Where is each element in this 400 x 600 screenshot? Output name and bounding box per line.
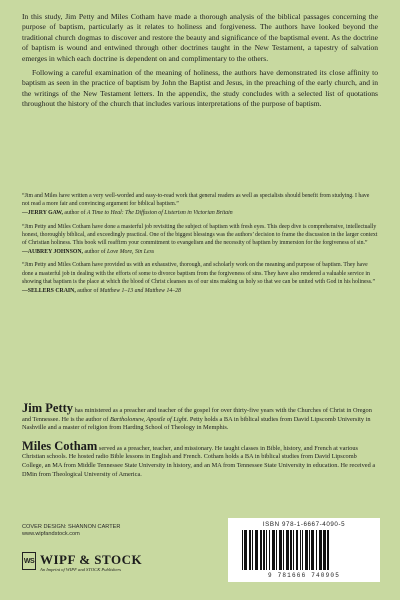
barcode-bar [272,530,275,570]
endorsement-book: Matthew 1–13 and Matthew 14–28 [99,288,181,295]
blurb-paragraph-2: Following a careful examination of the meaning of holiness, the authors have demonstrated its close affinity to baptism as seen in the practice of baptism by John the Baptist and Jesus, in the preaching of the early church, and in the writings of the New Testament letters. In the appendix, the study concludes with a selected list of quotations throughout the history of the church that includes various interpretations of the purpose of baptism. [22,68,378,109]
barcode-bar [249,530,251,570]
endorsement-attribution [22,209,378,217]
barcode-bar [309,530,310,570]
endorsement-quote: “Jim Petty and Miles Cotham have done a masterful job revisiting the subject of baptism with fresh eyes. This deep dive is comprehensive, intellectually honest, thoroughly biblical, and exceedingly practical. One of the biggest blessings was the authors’ decision to frame the discussion in the larger context of Christian holiness. This book will reaffirm your commitment to evangelism and the necessity of baptism by immersion for the forgiveness of sin.” [22,223,378,247]
author-name: Miles Cotham [22,438,98,453]
barcode-bar [327,530,329,570]
endorsement-role: author of [84,249,106,256]
publisher-website: www.wipfandstock.com [22,531,80,538]
endorsement-role: author of [77,288,99,295]
endorsement-book: Love More, Sin Less [106,249,155,256]
barcode-bar [311,530,314,570]
isbn-label: ISBN 978-1-6667-4090-5 [262,521,346,528]
endorsement-role: author of [64,210,86,217]
barcode-bar [316,530,317,570]
credits [22,524,182,539]
barcode-bar [319,530,322,570]
barcode-bar [244,530,247,570]
barcode-bar [260,530,262,570]
barcode-bar [252,530,253,570]
author-bio [22,438,378,479]
barcode-bar [286,530,289,570]
barcode-digits: 9 781666 740905 [267,572,340,579]
publisher-name: WIPF & STOCK [40,552,143,567]
endorsement-author: —AUBREY JOHNSON, [22,249,83,256]
barcode-bar [293,530,294,570]
author-book-title: Bartholomew, Apostle of Light [109,415,187,423]
blurb [22,12,378,110]
endorsement-attribution [22,287,378,295]
author-bio-text: . Petty holds a BA in biblical studies from David Lipscomb University in Nashville and a master of religion from Harding School of Theology in Memphis. [22,415,371,432]
endorsement [22,261,378,295]
publisher-subtitle: An Imprint of WIPF and STOCK Publishers [40,567,122,572]
barcode-bar [290,530,292,570]
author-bio-text: has ministered as a preacher and teacher of the gospel for over thirty-five years with the Churches of Christ in Oregon and Tennessee. He is the author of [22,407,372,423]
endorsement-author: —JERRY GAW, [22,210,63,217]
cover-design-credit: COVER DESIGN: SHANNON CARTER [22,524,121,530]
barcode-bar [302,530,303,570]
endorsement-quote: “Jim and Miles have written a very well-worded and easy-to-read work that general readers as well as specialists should benefit from studying. I have not read a more fair and convincing argument for biblical baptism.” [22,193,370,208]
author-name: Jim Petty [22,401,74,415]
barcode-bar [276,530,277,570]
endorsement-quote: “Jim Petty and Miles Cotham have provided us with an exhaustive, thorough, and scholarly work on the meaning and purpose of baptism. They have done a masterful job in dealing with the efforts of some to divorce baptism from the forgiveness of sins. They have also rendered a valuable service in showing that baptism is the place at which the blood of Christ cleanses us of our sins making us holy so that we can be united with God in his holiness.” [22,262,376,285]
barcode-bar [296,530,298,570]
barcode-bar [263,530,265,570]
endorsements [22,192,378,300]
barcode-bar [300,530,301,570]
endorsement [22,223,378,257]
endorsement-book: A Time to Heal: The Diffusion of Listerism in Victorian Britain [86,210,233,217]
endorsement-attribution [22,248,378,256]
barcode-bar [323,530,326,570]
author-bio-text: served as a preacher, teacher, and missionary. He taught classes in Bible, history, and French at various Christian schools. He hosted radio Bible lessons in English and French. Cotham holds a BA in biblical studies from David Lipscomb College, an MA from Middle Tennessee State University in history, and an MA from Tennessee State University in education. He received a DMin from Theological University of America. [22,444,376,478]
barcode-bar [305,530,308,570]
barcode-bar [242,530,243,570]
publisher-imprint [22,552,202,578]
barcode-bar [279,530,282,570]
barcode-bar [255,530,258,570]
barcode [228,518,380,582]
author-bio [22,401,378,433]
endorsement-author: —SELLERS CRAIN, [22,288,76,295]
endorsement [22,192,378,218]
barcode-bar [283,530,284,570]
author-bios [22,401,378,488]
publisher-logo-icon: WS [22,552,36,570]
barcode-icon [232,530,376,572]
blurb-paragraph-1: In this study, Jim Petty and Miles Cotham have made a thorough analysis of the biblical passages concerning the purpose of baptism, particularly as it relates to holiness and forgiveness. The authors have looked beyond the traditional church dogmas to discover and restore the beauty and significance of the baptismal event. As the doctrine of baptism is wound and entwined through other doctrines taught in the New Testament, a tapestry of salvation emerges in which each doctrine is dependent on and complimentary to the others. [22,12,378,63]
barcode-bar [266,530,267,570]
barcode-bar [269,530,270,570]
